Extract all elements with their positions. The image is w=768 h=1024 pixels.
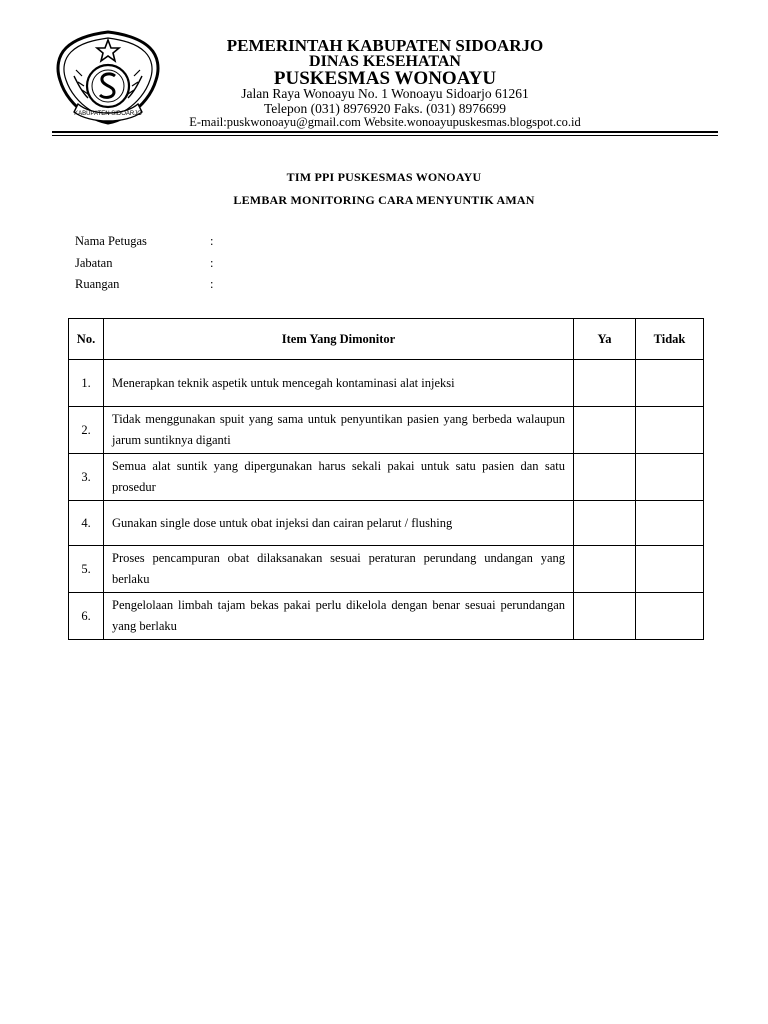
table-row: [69, 501, 704, 546]
mark-ya: [574, 501, 635, 545]
table-row: [69, 593, 704, 640]
row-number: 4.: [69, 501, 104, 546]
row-number: 2.: [69, 407, 104, 454]
table-row: [69, 454, 704, 501]
header-item: Item Yang Dimonitor: [104, 319, 574, 360]
mark-tidak: [636, 407, 703, 453]
header-department: DINAS KESEHATAN: [309, 53, 461, 70]
mark-tidak: [636, 360, 703, 406]
row-number: 3.: [69, 454, 104, 501]
mark-tidak: [636, 501, 703, 545]
mark-ya: [574, 407, 635, 453]
field-label: Nama Petugas: [75, 234, 147, 248]
letterhead-rule-thick: [52, 131, 718, 133]
checkbox-ya[interactable]: [574, 546, 636, 593]
header-address: Jalan Raya Wonoayu No. 1 Wonoayu Sidoarjo 61261: [241, 86, 529, 101]
field-colon: :: [210, 277, 214, 291]
logo-ribbon-text: KABUPATEN SIDOARJO: [74, 111, 142, 117]
checkbox-tidak[interactable]: [636, 546, 704, 593]
checkbox-tidak[interactable]: [636, 407, 704, 454]
checkbox-tidak[interactable]: [636, 360, 704, 407]
table-row: [69, 407, 704, 454]
field-label: Jabatan: [75, 256, 113, 270]
header-ya: Ya: [574, 319, 636, 360]
mark-ya: [574, 454, 635, 500]
field-nama-petugas: [75, 234, 213, 249]
kabupaten-sidoarjo-emblem-icon: [52, 26, 164, 126]
table-row: [69, 360, 704, 407]
checkbox-ya[interactable]: [574, 454, 636, 501]
row-item: Semua alat suntik yang dipergunakan harus sekali pakai untuk satu pasien dan satu prosedur: [104, 454, 574, 501]
checkbox-ya[interactable]: [574, 407, 636, 454]
row-number: 6.: [69, 593, 104, 640]
document-title: LEMBAR MONITORING CARA MENYUNTIK AMAN: [233, 193, 535, 207]
field-colon: :: [210, 234, 214, 248]
field-jabatan: [75, 256, 213, 271]
mark-ya: [574, 546, 635, 592]
header-government: PEMERINTAH KABUPATEN SIDOARJO: [226, 36, 544, 55]
monitoring-table: [68, 318, 704, 640]
row-item: Tidak menggunakan spuit yang sama untuk penyuntikan pasien yang berbeda walaupun jarum suntiknya diganti: [104, 407, 574, 454]
table-header-row: [69, 319, 704, 360]
letterhead-rule-thin: [52, 135, 718, 136]
mark-ya: [574, 593, 635, 639]
mark-tidak: [636, 454, 703, 500]
header-no: No.: [69, 319, 104, 360]
field-colon: :: [210, 256, 214, 270]
row-item: Proses pencampuran obat dilaksanakan sesuai peraturan perundang undangan yang berlaku: [104, 546, 574, 593]
checkbox-tidak[interactable]: [636, 501, 704, 546]
checkbox-tidak[interactable]: [636, 593, 704, 640]
checkbox-tidak[interactable]: [636, 454, 704, 501]
row-number: 1.: [69, 360, 104, 407]
mark-ya: [574, 360, 635, 406]
field-label: Ruangan: [75, 277, 120, 291]
header-contact: E-mail:puskwonoayu@gmail.com Website.wonoayupuskesmas.blogspot.co.id: [189, 115, 581, 129]
header-institution: PUSKESMAS WONOAYU: [273, 68, 497, 89]
field-ruangan: [75, 277, 213, 292]
checkbox-ya[interactable]: [574, 593, 636, 640]
checkbox-ya[interactable]: [574, 360, 636, 407]
row-item: Pengelolaan limbah tajam bekas pakai perlu dikelola dengan benar sesuai perundangan yang berlaku: [104, 593, 574, 640]
team-title: TIM PPI PUSKESMAS WONOAYU: [286, 170, 482, 184]
row-number: 5.: [69, 546, 104, 593]
mark-tidak: [636, 593, 703, 639]
checkbox-ya[interactable]: [574, 501, 636, 546]
row-item: Menerapkan teknik aspetik untuk mencegah kontaminasi alat injeksi: [104, 360, 574, 407]
row-item: Gunakan single dose untuk obat injeksi dan cairan pelarut / flushing: [104, 501, 574, 546]
header-phone: Telepon (031) 8976920 Faks. (031) 8976699: [263, 101, 507, 116]
mark-tidak: [636, 546, 703, 592]
table-row: [69, 546, 704, 593]
header-tidak: Tidak: [636, 319, 704, 360]
